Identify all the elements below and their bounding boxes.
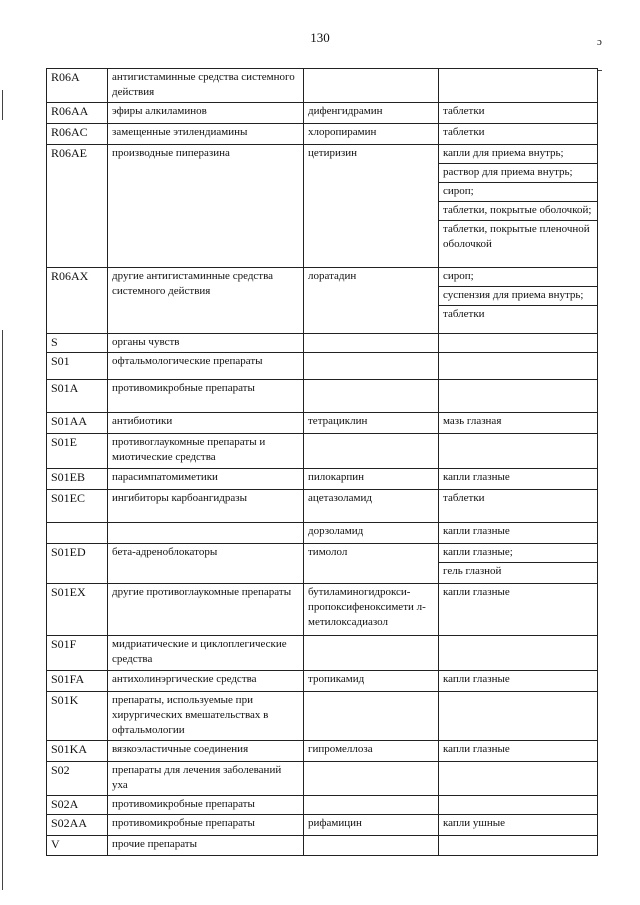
table-row xyxy=(47,692,598,741)
anatomical-group-cell: противомикробные препараты xyxy=(108,380,304,413)
dosage-form-item: капли глазные xyxy=(443,673,510,685)
atc-code-cell: S01K xyxy=(47,692,108,741)
anatomical-group-cell: офтальмологические препараты xyxy=(108,353,304,380)
anatomical-group-cell: эфиры алкиламинов xyxy=(108,103,304,124)
dosage-form-item: суспензия для приема внутрь; xyxy=(439,286,597,305)
dosage-form-cell xyxy=(439,584,598,636)
atc-code-cell: S01EB xyxy=(47,469,108,490)
dosage-form-item: капли глазные xyxy=(443,586,510,598)
table-row xyxy=(47,836,598,856)
table-row xyxy=(47,334,598,353)
table-row xyxy=(47,145,598,268)
table-row xyxy=(47,762,598,796)
dosage-form-cell xyxy=(439,145,598,268)
scan-mark-left-top xyxy=(2,90,3,120)
table-row xyxy=(47,69,598,103)
atc-code-cell: S01EX xyxy=(47,584,108,636)
table-row xyxy=(47,544,598,584)
drug-name-cell xyxy=(304,762,439,796)
drug-name-cell xyxy=(304,796,439,815)
drug-name-cell: тропикамид xyxy=(304,671,439,692)
drug-name-cell xyxy=(304,380,439,413)
dosage-form-cell xyxy=(439,815,598,836)
atc-code-cell: S01EC xyxy=(47,490,108,523)
scan-mark-left-bottom xyxy=(2,330,3,890)
table-row xyxy=(47,434,598,469)
dosage-form-cell xyxy=(439,380,598,413)
atc-code-cell: S01E xyxy=(47,434,108,469)
atc-code-cell: S01ED xyxy=(47,544,108,584)
page-number: 130 xyxy=(310,30,330,45)
drug-name-cell: лоратадин xyxy=(304,268,439,334)
drug-table xyxy=(46,68,598,856)
atc-code-cell: S02 xyxy=(47,762,108,796)
table-row xyxy=(47,671,598,692)
dosage-form-cell xyxy=(439,796,598,815)
anatomical-group-cell: другие антигистаминные средства системного действия xyxy=(108,268,304,334)
dosage-form-cell xyxy=(439,523,598,544)
dosage-form-cell xyxy=(439,413,598,434)
anatomical-group-cell: антибиотики xyxy=(108,413,304,434)
anatomical-group-cell: парасимпатомиметики xyxy=(108,469,304,490)
dosage-form-cell xyxy=(439,469,598,490)
drug-name-cell: тетрациклин xyxy=(304,413,439,434)
atc-code-cell: R06AE xyxy=(47,145,108,268)
dosage-form-item: капли ушные xyxy=(443,817,506,829)
drug-name-cell xyxy=(304,69,439,103)
table-row xyxy=(47,353,598,380)
table-row xyxy=(47,741,598,762)
dosage-form-item: капли глазные xyxy=(443,525,510,537)
atc-code-cell: R06AA xyxy=(47,103,108,124)
dosage-form-item: капли глазные xyxy=(443,471,510,483)
atc-code-cell: R06A xyxy=(47,69,108,103)
dosage-form-cell xyxy=(439,692,598,741)
atc-code-cell: S02AA xyxy=(47,815,108,836)
dosage-form-cell xyxy=(439,741,598,762)
atc-code-cell: S01 xyxy=(47,353,108,380)
dosage-form-cell xyxy=(439,268,598,334)
atc-code-cell: S01FA xyxy=(47,671,108,692)
anatomical-group-cell: вязкоэластичные соединения xyxy=(108,741,304,762)
anatomical-group-cell: бета-адреноблокаторы xyxy=(108,544,304,584)
table-row xyxy=(47,636,598,671)
drug-name-cell: ацетазоламид xyxy=(304,490,439,523)
table-row xyxy=(47,584,598,636)
drug-name-cell: гипромеллоза xyxy=(304,741,439,762)
atc-code-cell: S01AA xyxy=(47,413,108,434)
anatomical-group-cell: препараты для лечения заболеваний уха xyxy=(108,762,304,796)
dosage-form-cell xyxy=(439,334,598,353)
dosage-form-item: сироп; xyxy=(443,270,474,282)
atc-code-cell: S02A xyxy=(47,796,108,815)
dosage-form-item: таблетки, покрытые пленочной оболочкой xyxy=(439,220,597,254)
table-row xyxy=(47,796,598,815)
dosage-form-cell xyxy=(439,836,598,856)
anatomical-group-cell: прочие препараты xyxy=(108,836,304,856)
atc-code-cell xyxy=(47,523,108,544)
dosage-form-cell xyxy=(439,762,598,796)
dosage-form-cell xyxy=(439,490,598,523)
dosage-form-item: таблетки xyxy=(443,105,485,117)
dosage-form-cell xyxy=(439,103,598,124)
drug-name-cell: пилокарпин xyxy=(304,469,439,490)
dosage-form-cell xyxy=(439,671,598,692)
anatomical-group-cell xyxy=(108,523,304,544)
drug-name-cell: дорзоламид xyxy=(304,523,439,544)
dosage-form-cell xyxy=(439,636,598,671)
drug-name-cell xyxy=(304,353,439,380)
dosage-form-item: капли глазные xyxy=(443,743,510,755)
table-body xyxy=(47,69,598,856)
dosage-form-item: таблетки, покрытые оболочкой; xyxy=(439,201,597,220)
drug-name-cell xyxy=(304,636,439,671)
atc-code-cell: R06AC xyxy=(47,124,108,145)
atc-code-cell: V xyxy=(47,836,108,856)
dosage-form-item: сироп; xyxy=(439,182,597,201)
atc-code-cell: S01F xyxy=(47,636,108,671)
anatomical-group-cell: антихолинэргические средства xyxy=(108,671,304,692)
atc-code-cell: S xyxy=(47,334,108,353)
dosage-form-cell xyxy=(439,124,598,145)
anatomical-group-cell: органы чувств xyxy=(108,334,304,353)
anatomical-group-cell: препараты, используемые при хирургических вмешательствах в офтальмологии xyxy=(108,692,304,741)
anatomical-group-cell: мидриатические и циклоплегические средства xyxy=(108,636,304,671)
table-row xyxy=(47,523,598,544)
table-row xyxy=(47,469,598,490)
dosage-form-item: капли для приема внутрь; xyxy=(443,147,564,159)
dosage-form-item: таблетки xyxy=(443,126,485,138)
anatomical-group-cell: противомикробные препараты xyxy=(108,796,304,815)
drug-name-cell xyxy=(304,434,439,469)
drug-name-cell: рифамицин xyxy=(304,815,439,836)
dosage-form-cell xyxy=(439,434,598,469)
drug-name-cell: хлоропирамин xyxy=(304,124,439,145)
dosage-form-cell xyxy=(439,353,598,380)
anatomical-group-cell: антигистаминные средства системного действия xyxy=(108,69,304,103)
table-row xyxy=(47,268,598,334)
atc-code-cell: S01KA xyxy=(47,741,108,762)
drug-name-cell: дифенгидрамин xyxy=(304,103,439,124)
drug-name-cell xyxy=(304,692,439,741)
atc-code-cell: R06AX xyxy=(47,268,108,334)
table-row xyxy=(47,124,598,145)
anatomical-group-cell: противоглаукомные препараты и миотические средства xyxy=(108,434,304,469)
dosage-form-item: таблетки xyxy=(443,492,485,504)
anatomical-group-cell: противомикробные препараты xyxy=(108,815,304,836)
drug-name-cell: тимолол xyxy=(304,544,439,584)
table-row xyxy=(47,490,598,523)
dosage-form-item: мазь глазная xyxy=(443,415,502,427)
anatomical-group-cell: ингибиторы карбоангидразы xyxy=(108,490,304,523)
dosage-form-cell xyxy=(439,544,598,584)
corner-mark: ɔ xyxy=(597,36,602,48)
anatomical-group-cell: другие противоглаукомные препараты xyxy=(108,584,304,636)
dosage-form-cell xyxy=(439,69,598,103)
table-row xyxy=(47,815,598,836)
anatomical-group-cell: производные пиперазина xyxy=(108,145,304,268)
drug-name-cell: цетиризин xyxy=(304,145,439,268)
atc-code-cell: S01A xyxy=(47,380,108,413)
table-row xyxy=(47,380,598,413)
dosage-form-item: капли глазные; xyxy=(443,546,513,558)
dosage-form-item: таблетки xyxy=(439,305,597,324)
drug-name-cell xyxy=(304,836,439,856)
drug-name-cell: бутиламиногидрокси-пропоксифеноксимети л-метилоксадиазол xyxy=(304,584,439,636)
drug-name-cell xyxy=(304,334,439,353)
dosage-form-item: гель глазной xyxy=(439,562,597,581)
table-row xyxy=(47,413,598,434)
anatomical-group-cell: замещенные этилендиамины xyxy=(108,124,304,145)
table-row xyxy=(47,103,598,124)
dosage-form-item: раствор для приема внутрь; xyxy=(439,163,597,182)
